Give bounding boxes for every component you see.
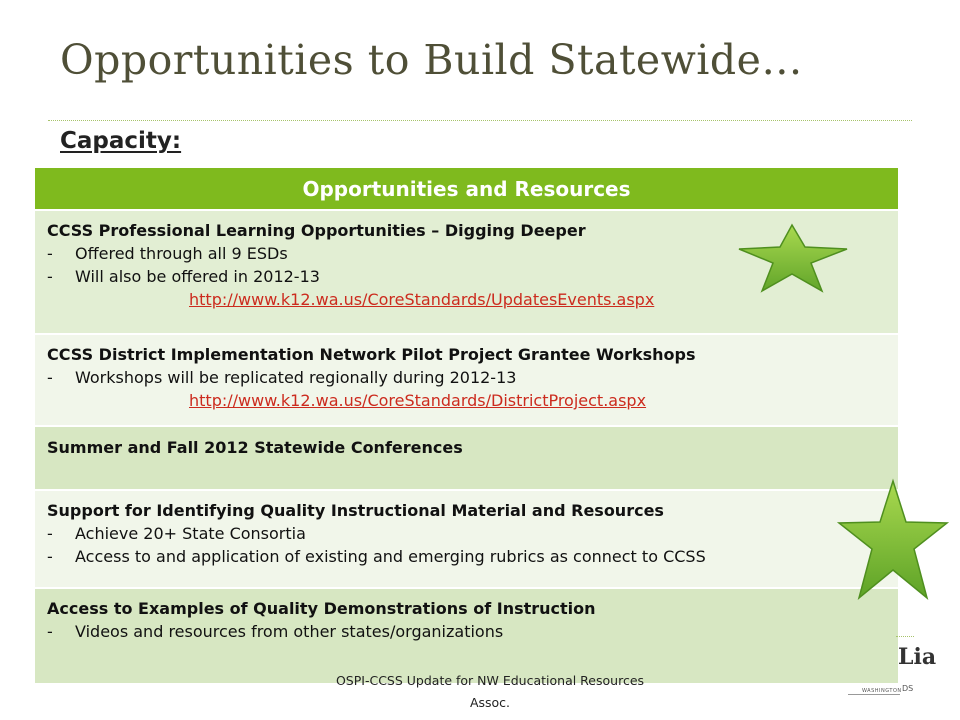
bullet-text: Offered through all 9 ESDs: [75, 244, 288, 263]
title-divider: [48, 120, 912, 121]
row-heading: CCSS District Implementation Network Pilot Project Grantee Workshops: [47, 345, 696, 364]
table-header: Opportunities and Resources: [35, 168, 898, 211]
list-item: - Offered through all 9 ESDs: [47, 244, 288, 263]
bullet-text: Videos and resources from other states/organizations: [75, 622, 504, 641]
footer-line-2: Assoc.: [469, 695, 511, 710]
district-project-link[interactable]: http://www.k12.wa.us/CoreStandards/DistrictProject.aspx: [189, 391, 647, 410]
slide-title: Opportunities to Build Statewide…: [60, 36, 803, 84]
table-row: [35, 335, 898, 427]
star-icon: [736, 222, 850, 294]
bullet-text: Access to and application of existing and emerging rubrics as connect to CCSS: [75, 547, 706, 566]
table-row: [35, 589, 898, 683]
logo-mark: Lia: [898, 644, 937, 670]
bullet-text: Achieve 20+ State Consortia: [75, 524, 306, 543]
updates-events-link[interactable]: http://www.k12.wa.us/CoreStandards/UpdatesEvents.aspx: [189, 290, 655, 309]
table-row: [35, 491, 898, 589]
row-heading: Summer and Fall 2012 Statewide Conferences: [47, 438, 463, 457]
list-item: - Will also be offered in 2012-13: [47, 267, 320, 286]
row-heading: Support for Identifying Quality Instructional Material and Resources: [47, 501, 664, 520]
footer: [300, 670, 680, 714]
footer-divider: [896, 636, 914, 637]
list-item: - Workshops will be replicated regionally during 2012-13: [47, 368, 517, 387]
list-item: - Videos and resources from other states/organizations: [47, 622, 504, 641]
list-item: - Access to and application of existing and emerging rubrics as connect to CCSS: [47, 547, 706, 566]
logo-state: WASHINGTON: [862, 688, 902, 694]
footer-line-1: OSPI-CCSS Update for NW Educational Resources: [335, 673, 645, 688]
table-row: [35, 427, 898, 491]
bullet-text: Workshops will be replicated regionally during 2012-13: [75, 368, 517, 387]
row-heading: Access to Examples of Quality Demonstrations of Instruction: [47, 599, 596, 618]
star-icon: [836, 478, 950, 602]
bullet-text: Will also be offered in 2012-13: [75, 267, 320, 286]
logo-rule: [848, 694, 900, 695]
logo-subtext: DS: [902, 684, 914, 693]
list-item: - Achieve 20+ State Consortia: [47, 524, 306, 543]
slide-subtitle: Capacity:: [60, 128, 182, 154]
row-heading: CCSS Professional Learning Opportunities – Digging Deeper: [47, 221, 586, 240]
